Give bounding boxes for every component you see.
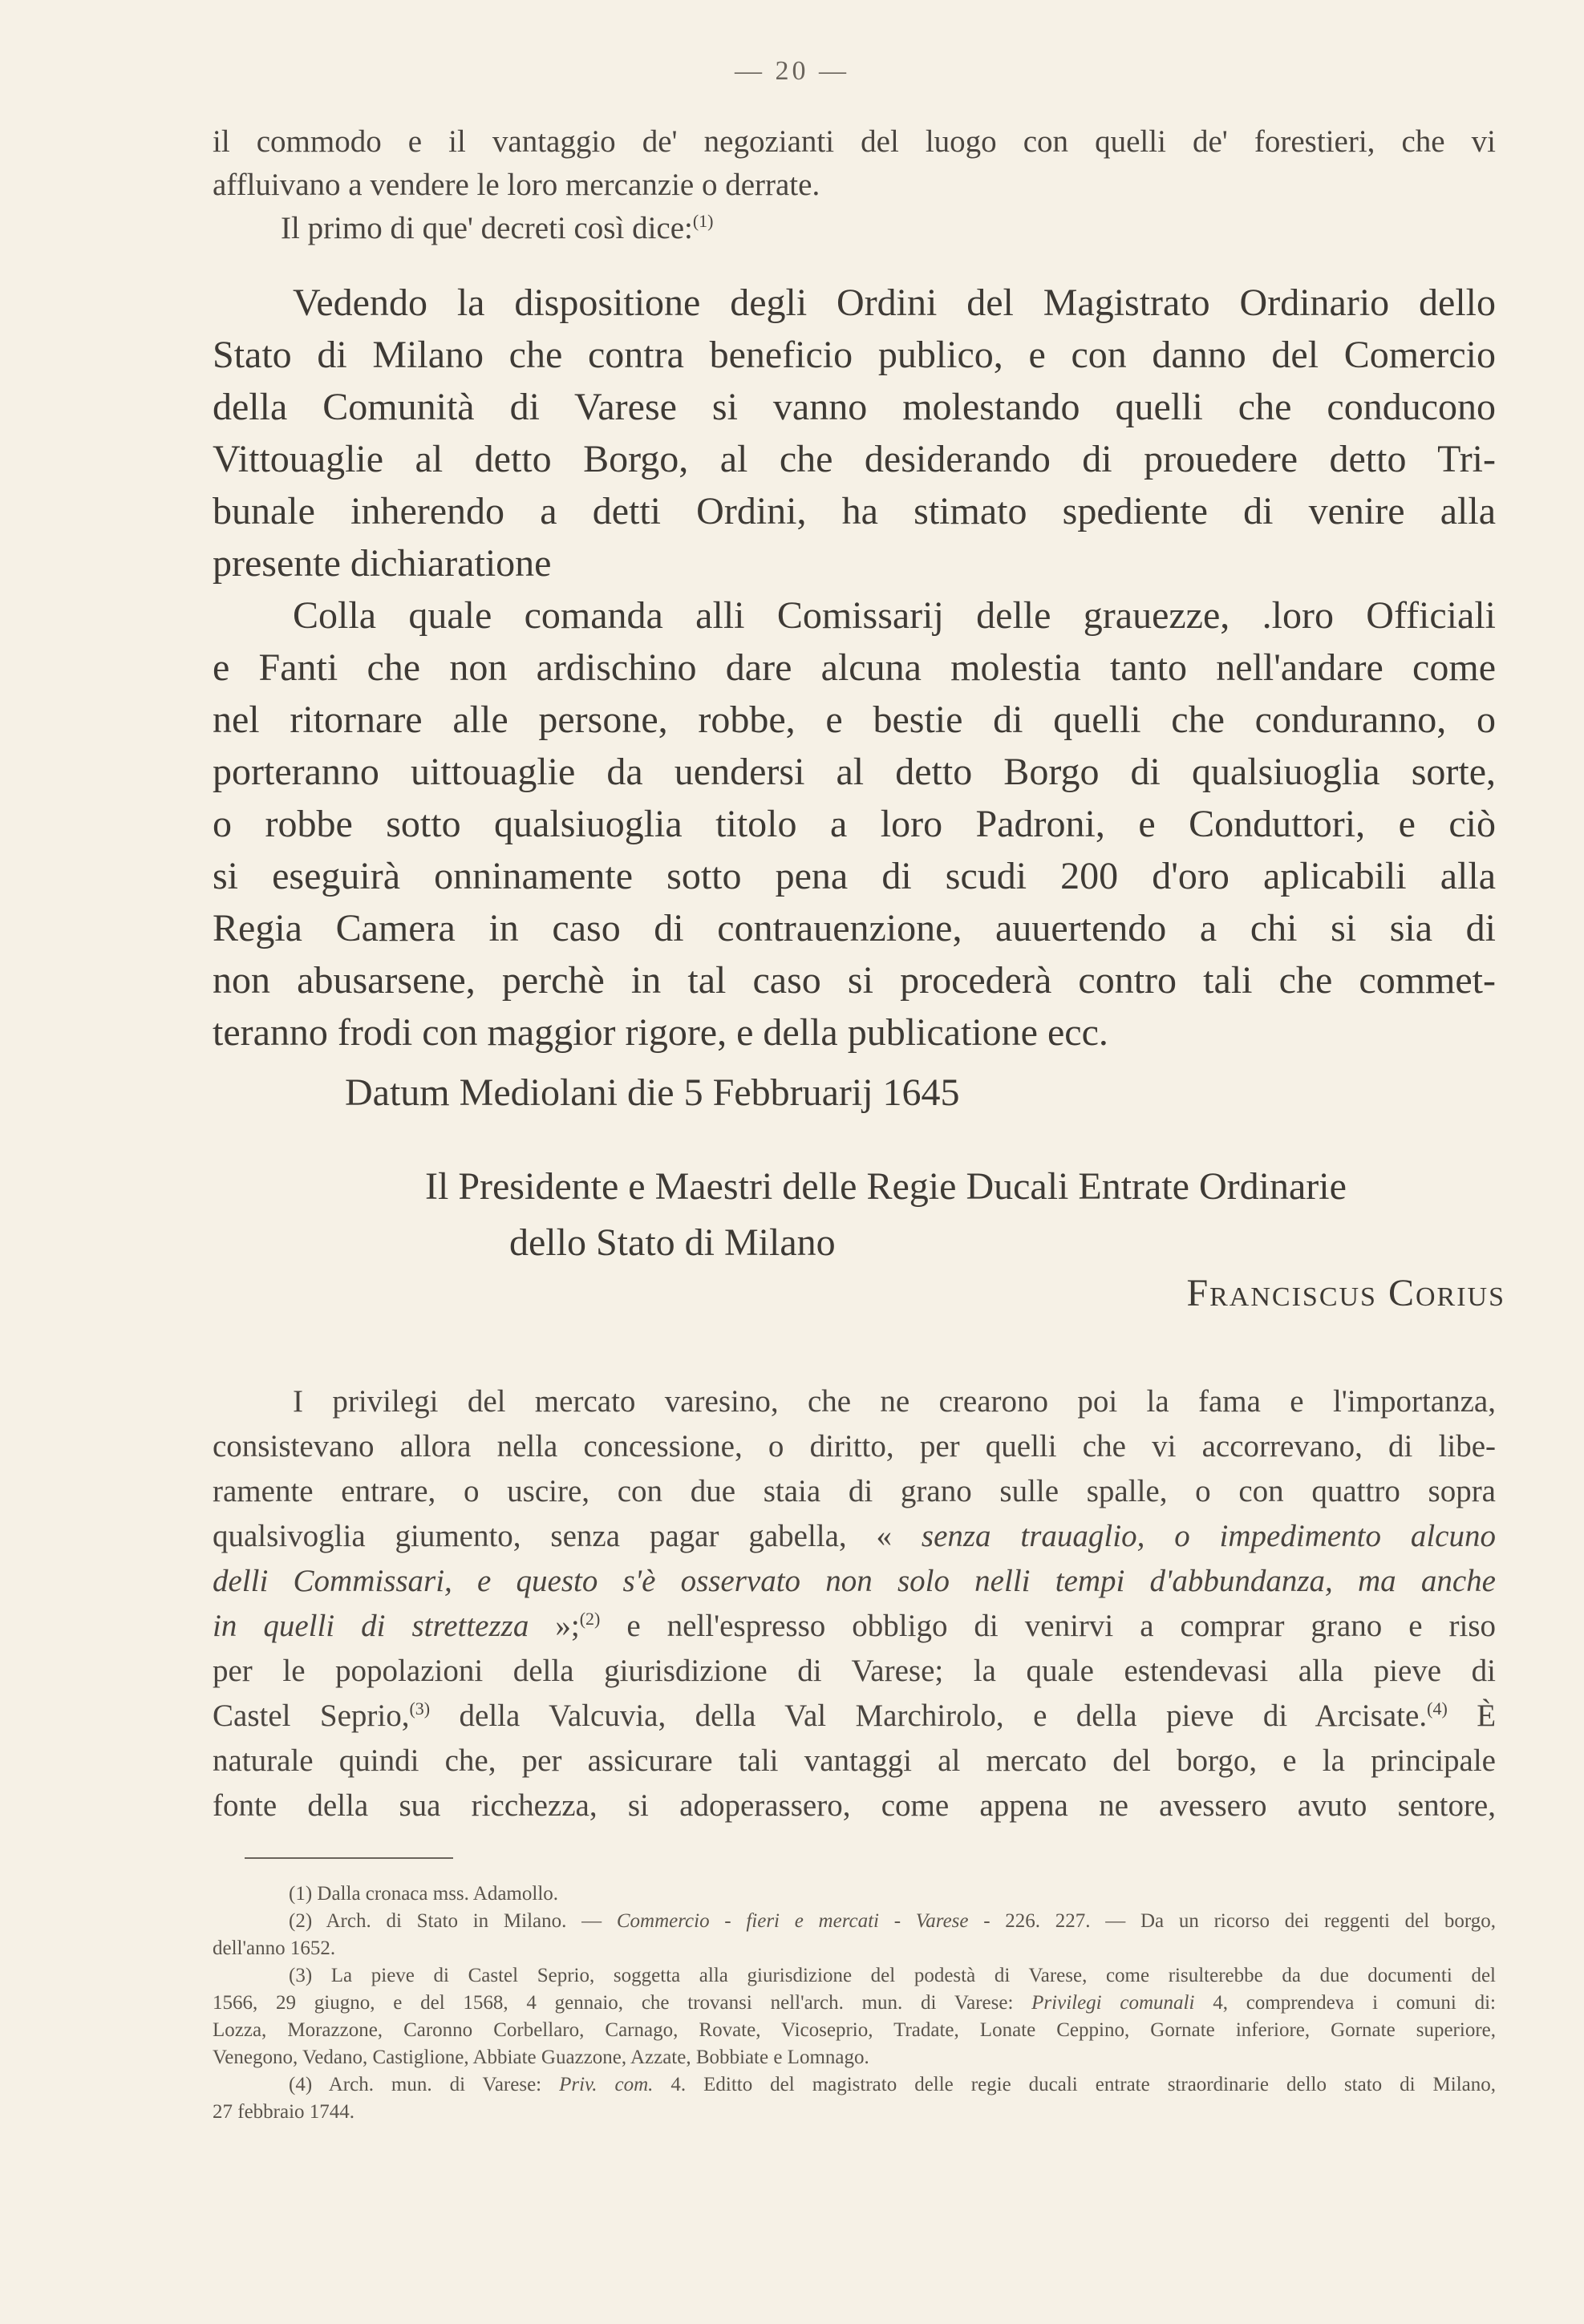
text-line: Castel Seprio,$^{(3)}$ della Valcuvia, della Val Marchirolo, e della pieve di Arcisate.$^{(4)}$ È <box>213 1698 1496 1733</box>
footnote-1: (1) Dalla cronaca mss. Adamollo. <box>289 1883 559 1905</box>
body-paragraph <box>213 1379 1496 1828</box>
footnote-2: (2) Arch. di Stato in Milano. — Commercio - fieri e mercati - Varese - 226. 227. — Da un ricorso dei reggenti del borgo, <box>289 1910 1496 1932</box>
decree-line: presente dichiaratione <box>213 542 552 585</box>
text-line: per le popolazioni della giurisdizione di Varese; la quale estendevasi alla pieve di <box>213 1654 1496 1688</box>
text-line: il commodo e il vantaggio de' negozianti del luogo con quelli de' forestieri, che vi <box>213 124 1496 159</box>
decree-line: si eseguirà onninamente sotto pena di scudi 200 d'oro aplicabili alla <box>213 855 1496 897</box>
text-line: delli Commissari, e questo s'è osservato non solo nelli tempi d'abbundanza, ma anche <box>213 1564 1496 1598</box>
footnote-divider <box>245 1857 453 1859</box>
issuer-line: dello Stato di Milano <box>509 1221 836 1264</box>
decree-line: o robbe sotto qualsiuoglia titolo a loro Padroni, e Conduttori, e ciò <box>213 803 1496 845</box>
decree-line: Regia Camera in caso di contrauenzione, auuertendo a chi si sia di <box>213 907 1496 949</box>
decree-line: e Fanti che non ardischino dare alcuna molestia tanto nell'andare come <box>213 646 1496 689</box>
decree-line: teranno frodi con maggior rigore, e della publicatione ecc. <box>213 1011 1108 1054</box>
text-line: qualsivoglia giumento, senza pagar gabella, « senza trauaglio, o impedimento alcuno <box>213 1519 1496 1553</box>
decree-line: bunale inherendo a detti Ordini, ha stimato spediente di venire alla <box>213 490 1496 532</box>
decree-line: Stato di Milano che contra beneficio publico, e con danno del Comercio <box>213 334 1496 376</box>
footnote-ref: (4) <box>1427 1698 1448 1719</box>
footnote-3-cont: Venegono, Vedano, Castiglione, Abbiate Guazzone, Azzate, Bobbiate e Lomnago. <box>213 2047 869 2068</box>
text-line: in quelli di strettezza »;$^{(2)}$ e nell'espresso obbligo di venirvi a comprar grano e riso <box>213 1609 1496 1643</box>
text-line: consistevano allora nella concessione, o diritto, per quelli che vi accorrevano, di libe- <box>213 1429 1496 1464</box>
footnote-2-cont: dell'anno 1652. <box>213 1937 336 1959</box>
text-line: ramente entrare, o uscire, con due staia di grano sulle spalle, o con quattro sopra <box>213 1474 1496 1508</box>
footnote-3-cont: Lozza, Morazzone, Caronno Corbellaro, Carnago, Rovate, Vicoseprio, Tradate, Lonate Ceppino, Gornate inferiore, Gornate superiore, <box>213 2019 1496 2041</box>
text-line: naturale quindi che, per assicurare tali vantaggi al mercato del borgo, e la principale <box>213 1743 1496 1778</box>
decree-line: Vittouaglie al detto Borgo, al che desiderando di prouedere detto Tri- <box>213 438 1496 480</box>
decree-line: non abusarsene, perchè in tal caso si procederà contro tali che commet- <box>213 959 1496 1002</box>
decree-issuer <box>425 1159 1347 1271</box>
decree-line: della Comunità di Varese si vanno molestando quelli che conducono <box>213 386 1496 428</box>
decree-line: Vedendo la dispositione degli Ordini del Magistrato Ordinario dello <box>293 281 1496 324</box>
footnote-ref: (1) <box>692 211 714 231</box>
decree-quotation <box>213 277 1496 1059</box>
decree-date: Datum Mediolani die 5 Febbruarij 1645 <box>345 1071 960 1114</box>
signature: Franciscus Corius <box>1186 1272 1505 1314</box>
issuer-line: Il Presidente e Maestri delle Regie Ducali Entrate Ordinarie <box>425 1165 1347 1208</box>
intro-paragraph <box>213 120 1496 250</box>
footnote-3: (3) La pieve di Castel Seprio, soggetta alla giurisdizione del podestà di Varese, come risulterebbe da due documenti del <box>289 1965 1496 1986</box>
text-line: Il primo di que' decreti così dice:$^{(1)}$ <box>281 211 714 245</box>
text-line: I privilegi del mercato varesino, che ne crearono poi la fama e l'importanza, <box>293 1384 1496 1419</box>
page-number: — 20 — <box>735 56 849 86</box>
decree-line: porteranno uittouaglie da uendersi al detto Borgo di qualsiuoglia sorte, <box>213 751 1496 793</box>
decree-line: Colla quale comanda alli Comissarij delle grauezze, .loro Officiali <box>293 594 1496 637</box>
footnotes <box>213 1881 1496 2126</box>
footnote-ref: (2) <box>579 1609 601 1629</box>
decree-line: nel ritornare alle persone, robbe, e bestie di quelli che conduranno, o <box>213 698 1496 741</box>
footnote-3-cont: 1566, 29 giugno, e del 1568, 4 gennaio, che trovansi nell'arch. mun. di Varese: Privilegi comunali 4, comprendeva i comuni di: <box>213 1992 1496 2014</box>
text-line: fonte della sua ricchezza, si adoperassero, come appena ne avessero avuto sentore, <box>213 1788 1496 1823</box>
footnote-ref: (3) <box>409 1698 431 1719</box>
footnote-4: (4) Arch. mun. di Varese: Priv. com. 4. Editto del magistrato delle regie ducali entrate straordinarie dello stato di Milano, <box>289 2074 1496 2095</box>
text-line: affluivano a vendere le loro mercanzie o derrate. <box>213 168 820 202</box>
footnote-4-cont: 27 febbraio 1744. <box>213 2101 355 2123</box>
